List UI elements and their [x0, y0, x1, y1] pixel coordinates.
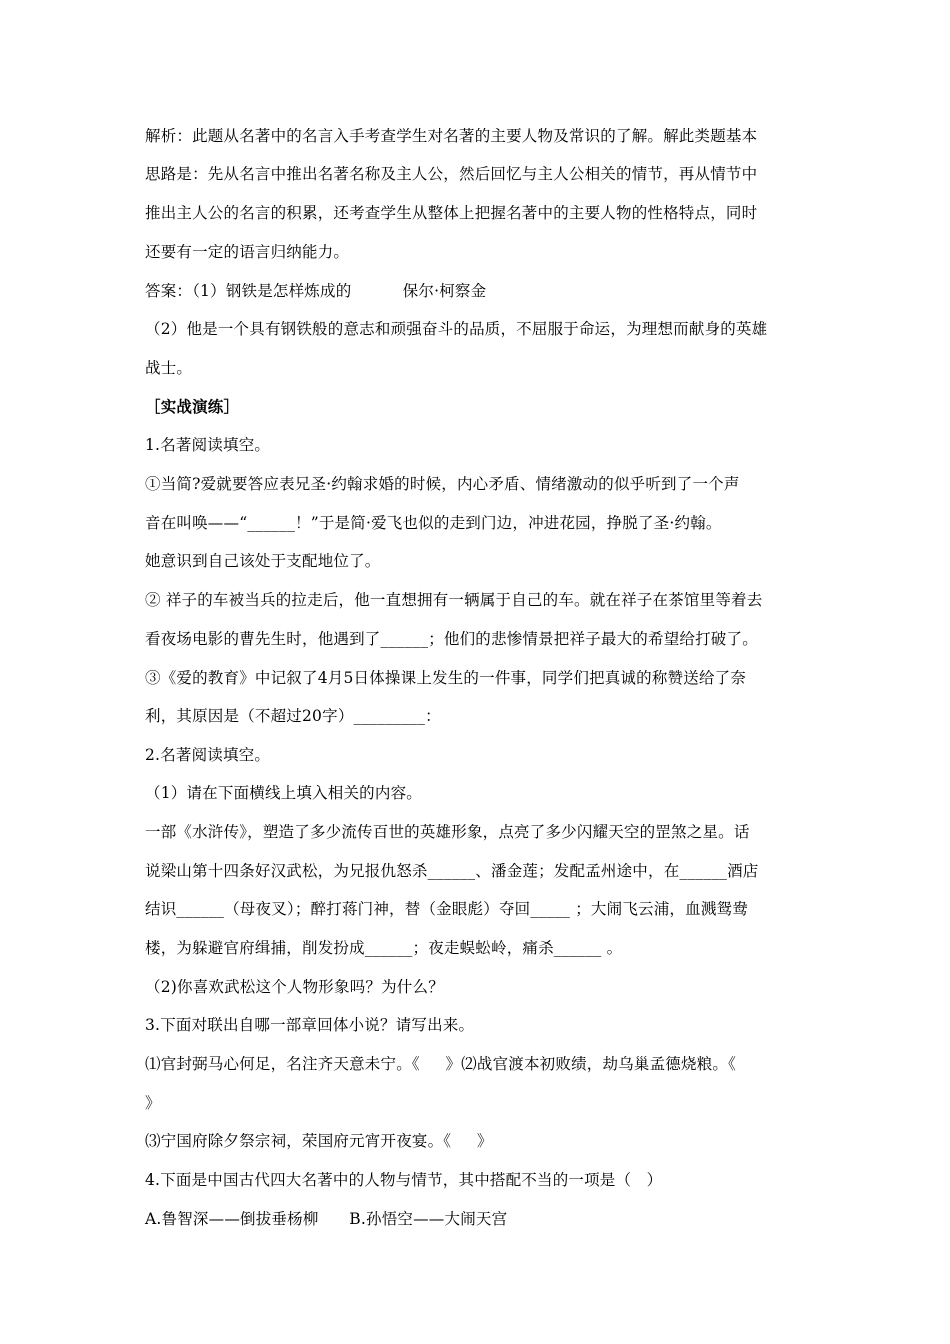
analysis-line-3: 推出主人公的名言的积累，还考查学生从整体上把握名著中的主要人物的性格特点，同时 — [145, 204, 758, 222]
question-1-item-1-line-2: 音在叫唤——“______！”于是简·爱飞也似的走到门边，冲进花园，挣脱了圣·约翰。 — [145, 514, 722, 532]
answer-line-2: （2）他是一个具有钢铁般的意志和顽强奋斗的品质，不屈服于命运，为理想而献身的英雄 — [145, 320, 768, 338]
section-heading: ［实战演练］ — [145, 397, 240, 416]
question-3-couplet-1-2: ⑴官封弼马心何足，名注齐天意未宁。《 》⑵战官渡本初败绩，劫乌巢孟德烧粮。《 — [145, 1055, 737, 1073]
question-4-options: A.鲁智深——倒拔垂杨柳 B.孙悟空——大闹天宫 — [145, 1210, 508, 1228]
question-1-item-2-line-2: 看夜场电影的曹先生时，他遇到了______；他们的悲惨情景把祥子最大的希望给打破了。 — [145, 630, 758, 648]
question-2-text-line-4: 楼，为躲避官府缉捕，削发扮成______；夜走蜈蚣岭，痛杀______ 。 — [145, 939, 623, 957]
question-2-part-2: （2)你喜欢武松这个人物形象吗？为什么？ — [145, 978, 444, 996]
question-3-title: 3.下面对联出自哪一部章回体小说？请写出来。 — [145, 1016, 475, 1034]
question-2-part-1: （1）请在下面横线上填入相关的内容。 — [145, 784, 422, 802]
analysis-line-1: 解析：此题从名著中的名言入手考查学生对名著的主要人物及常识的了解。解此类题基本 — [145, 127, 758, 145]
question-2-text-line-1: 一部《水浒传》，塑造了多少流传百世的英雄形象，点亮了多少闪耀天空的罡煞之星。话 — [145, 823, 750, 841]
question-4-title: 4.下面是中国古代四大名著中的人物与情节，其中搭配不当的一项是（ ） — [145, 1171, 663, 1189]
question-3-couplet-3: ⑶宁国府除夕祭宗祠，荣国府元宵开夜宴。《 》 — [145, 1132, 493, 1150]
question-2-title: 2.名著阅读填空。 — [145, 746, 271, 764]
question-3-couplet-2-end: 》 — [145, 1094, 161, 1112]
analysis-line-2: 思路是：先从名言中推出名著名称及主人公，然后回忆与主人公相关的情节，再从情节中 — [145, 165, 758, 183]
question-1-item-3-line-1: ③《爱的教育》中记叙了4月5日体操课上发生的一件事，同学们把真诚的称赞送给了奈 — [145, 669, 747, 687]
question-1-item-3-line-2: 利，其原因是（不超过20字）_________： — [145, 707, 441, 725]
question-2-text-line-3: 结识______（母夜叉）；醉打蒋门神，替（金眼彪）夺回_____ ；大闹飞云浦，血溅鸳鸯 — [145, 900, 748, 918]
question-1-item-2-line-1: ② 祥子的车被当兵的拉走后，他一直想拥有一辆属于自己的车。就在祥子在茶馆里等着去 — [145, 591, 763, 609]
question-1-title: 1.名著阅读填空。 — [145, 436, 271, 454]
analysis-line-4: 还要有一定的语言归纳能力。 — [145, 243, 350, 261]
question-1-item-1-line-3: 她意识到自己该处于支配地位了。 — [145, 552, 381, 570]
answer-line-1: 答案：（1）钢铁是怎样炼成的 保尔·柯察金 — [145, 282, 487, 300]
question-2-text-line-2: 说梁山第十四条好汉武松，为兄报仇怒杀______、潘金莲；发配孟州途中，在______酒店 — [145, 862, 759, 880]
question-1-item-1-line-1: ①当简?爱就要答应表兄圣·约翰求婚的时候，内心矛盾、情绪激动的似乎听到了一个声 — [145, 475, 740, 493]
answer-line-3: 战士。 — [145, 359, 193, 377]
